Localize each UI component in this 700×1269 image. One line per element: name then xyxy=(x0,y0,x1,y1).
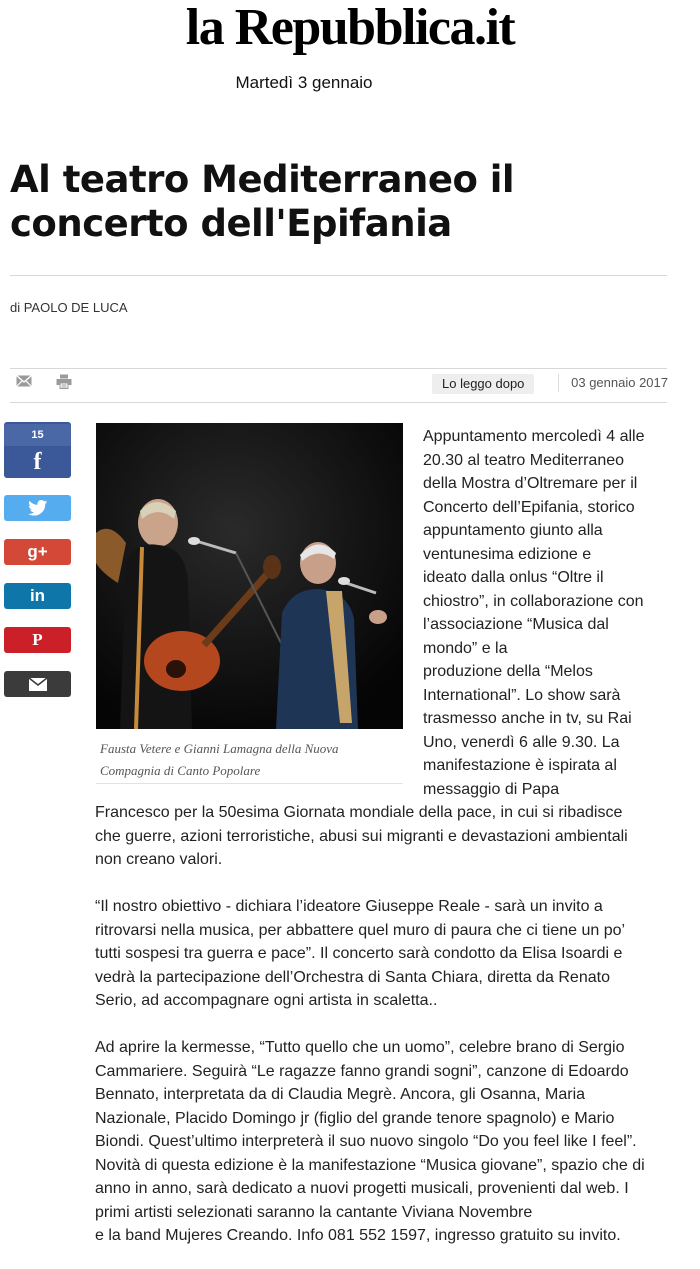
text-line: appuntamento giunto alla xyxy=(423,522,603,539)
text-line: Ad aprire la kermesse, “Tutto quello che un uomo”, celebre brano di Sergio xyxy=(95,1039,625,1056)
text-line: e la band Mujeres Creando. Info 081 552 1597, ingresso gratuito su invito. xyxy=(95,1227,621,1244)
printer-icon[interactable] xyxy=(56,374,72,388)
text-line: tutti sospesi tra guerra e pace”. Il concerto sarà condotto da Elisa Isoardi e xyxy=(95,945,623,962)
linkedin-share-button[interactable] xyxy=(4,583,71,609)
article-paragraph-1 xyxy=(95,801,670,872)
text-line: l’associazione “Musica dal xyxy=(423,616,609,633)
site-logo[interactable]: la Repubblica.it xyxy=(185,0,515,56)
text-line: Novità di questa edizione è la manifestazione “Musica giovane”, spazio che di xyxy=(95,1156,645,1174)
facebook-share-button[interactable] xyxy=(4,422,71,478)
article-paragraph-2 xyxy=(95,895,670,1013)
text-line: Serio, ad accompagnare ogni artista in scaletta.. xyxy=(95,992,438,1009)
twitter-share-button[interactable] xyxy=(4,495,71,521)
text-line: chiostro”, in collaborazione con xyxy=(423,592,644,610)
text-line: ventunesima edizione e xyxy=(423,545,592,563)
text-line: manifestazione è ispirata al xyxy=(423,757,617,774)
text-line: ritrovarsi nella musica, per abbattere quel muro di paura che ci tiene un po’ xyxy=(95,921,626,939)
email-share-button[interactable] xyxy=(4,671,71,697)
read-later-button[interactable]: Lo leggo dopo xyxy=(432,374,534,394)
text-line: “Il nostro obiettivo - dichiara l’ideatore Giuseppe Reale - sarà un invito a xyxy=(95,898,603,915)
text-line: Biondi. Quest’ultimo interpreterà il suo nuovo singolo “Do you feel like I feel”. xyxy=(95,1133,637,1150)
text-line: trasmesso anche in tv, su Rai xyxy=(423,710,632,727)
text-line: Cammariere. Seguirà “Le ragazze fanno grandi sogni”, canzone di Edoardo xyxy=(95,1062,629,1080)
text-line: primi artisti selezionati saranno la cantante Viviana Novembre xyxy=(95,1203,533,1221)
twitter-bird-icon xyxy=(4,495,71,521)
text-line: Concerto dell’Epifania, storico xyxy=(423,498,635,516)
text-line: Bennato, interpretata da di Claudia Megrè. Ancora, gli Osanna, Maria xyxy=(95,1086,586,1103)
googleplus-icon: g+ xyxy=(27,542,48,561)
googleplus-share-button[interactable] xyxy=(4,539,71,565)
article-lead xyxy=(423,425,663,801)
text-line: Appuntamento mercoledì 4 alle xyxy=(423,428,645,445)
pinterest-icon: P xyxy=(32,630,43,649)
masthead xyxy=(0,0,700,110)
text-line: messaggio di Papa xyxy=(423,780,560,798)
text-line: che guerre, azioni terroristiche, abusi sui migranti e devastazioni ambientali xyxy=(95,827,628,845)
text-line: 20.30 al teatro Mediterraneo xyxy=(423,451,625,469)
text-line: Uno, venerdì 6 alle 9.30. La xyxy=(423,733,620,751)
text-line: non creano valori. xyxy=(95,851,223,868)
article-title: Al teatro Mediterraneo il concerto dell'Epifania xyxy=(10,158,515,245)
title-divider xyxy=(10,275,667,276)
toolbar-bottom-divider xyxy=(10,402,667,403)
text-line: produzione della “Melos xyxy=(423,663,593,680)
caption-divider xyxy=(96,783,403,784)
photo-caption: Fausta Vetere e Gianni Lamagna della Nuova Compagnia di Canto Popolare xyxy=(100,741,339,778)
text-line: International”. Lo show sarà xyxy=(423,686,621,704)
masthead-date: Martedì 3 gennaio xyxy=(235,73,373,92)
text-line: Nazionale, Placido Domingo jr (figlio del grande tenore spagnolo) e Mario xyxy=(95,1109,615,1127)
article-photo[interactable] xyxy=(96,423,403,729)
text-line: vedrà la partecipazione dell’Orchestra di Santa Chiara, diretta da Renato xyxy=(95,968,610,986)
envelope-icon[interactable] xyxy=(16,374,32,388)
facebook-share-count: 15 xyxy=(4,424,71,446)
text-line: Francesco per la 50esima Giornata mondiale della pace, in cui si ribadisce xyxy=(95,804,623,821)
linkedin-icon: in xyxy=(29,586,46,605)
envelope-icon xyxy=(4,671,71,697)
text-line: anno in anno, sarà dedicato a nuovi progetti musicali, provenienti dal web. I xyxy=(95,1180,629,1197)
article-date: 03 gennaio 2017 xyxy=(558,374,668,392)
text-line: della Mostra d’Oltremare per il xyxy=(423,475,638,492)
pinterest-share-button[interactable] xyxy=(4,627,71,653)
article-paragraph-3 xyxy=(95,1036,670,1248)
text-line: ideato dalla onlus “Oltre il xyxy=(423,569,604,586)
article-toolbar xyxy=(10,368,668,402)
text-line: mondo” e la xyxy=(423,639,508,657)
facebook-icon: f xyxy=(33,449,42,475)
article-byline: di PAOLO DE LUCA xyxy=(10,300,128,315)
